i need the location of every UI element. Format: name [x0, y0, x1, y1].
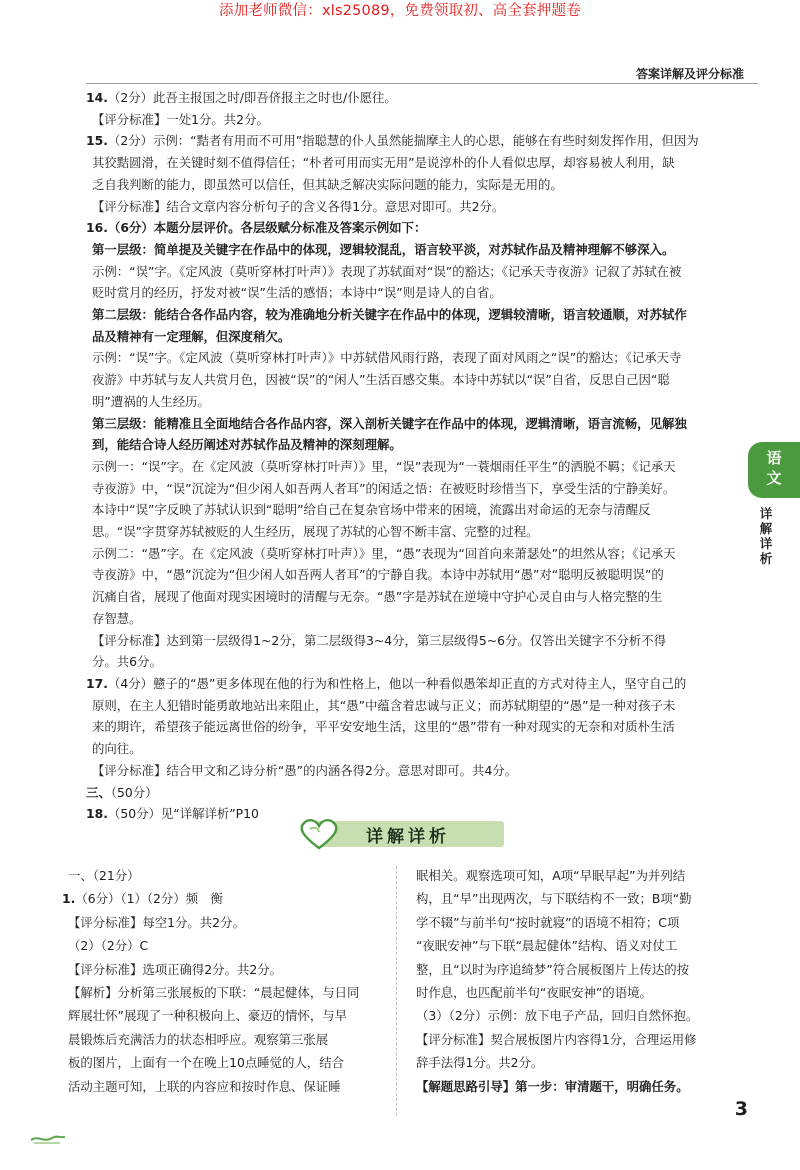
line-text: 明”遭祸的人生经历。	[92, 393, 210, 409]
line-text: 原则，在主人犯错时能勇敢地站出来阻止，其“愚”中蕴含着忠诚与正义；而苏轼期望的“愚”是一种对孩子未	[92, 697, 676, 713]
line-text: 【评分标准】结合文章内容分析句子的含义各得1分。意思对即可。共2分。	[92, 198, 505, 214]
header-title: 答案详解及评分标准	[635, 67, 744, 81]
line-text: 其狡黠圆滑，在关键时刻不值得信任；“朴者可用而实无用”是说淳朴的仆人看似忠厚，却容易被人利用，缺	[92, 155, 675, 171]
text-line	[86, 261, 746, 283]
line-text: 第一层级：简单提及关键字在作品中的体现，逻辑较混乱，语言较平淡，对苏轼作品及精神理解不够深入。	[92, 241, 675, 257]
text-line	[86, 673, 746, 695]
text-line	[86, 239, 746, 261]
line-text: 【解题思路引导】第一步：审清题干，明确任务。	[416, 1078, 689, 1094]
text-line	[62, 1051, 384, 1074]
text-line	[86, 434, 746, 456]
text-line	[86, 782, 746, 804]
text-line	[86, 738, 746, 760]
line-text: （50分）见“详解详析”P10	[107, 806, 259, 822]
line-text: 【评分标准】选项正确得2分。共2分。	[68, 961, 283, 977]
right-column	[410, 864, 746, 1098]
text-line	[62, 911, 384, 934]
line-text: （2分）此吾主报国之时/即吾侪报主之时也/仆愿往。	[107, 90, 397, 105]
line-text: 贬时赏月的经历，抒发对被“误”生活的感悟；本诗中“误”则是诗人的自省。	[92, 285, 502, 301]
text-line	[86, 413, 746, 435]
section-banner-title: 详解详析	[366, 827, 450, 847]
text-line	[86, 499, 746, 521]
line-text: （6分）本题分层评价。各层级赋分标准及答案示例如下：	[107, 220, 427, 236]
line-text: 示例：“误”字。《定风波（莫听穿林打叶声）》表现了苏轼面对“误”的豁达；《记承天寺夜游》记叙了苏轼在被	[92, 263, 682, 279]
text-line	[410, 911, 746, 934]
line-text: 沉痛自省，展现了他面对现实困境时的清醒与无奈。“愚”字是苏轼在逆境中守护心灵自由与人格完整的生	[92, 589, 663, 605]
text-line	[410, 1051, 746, 1074]
line-text: （3）（2分）示例：放下电子产品，回归自然怀抱。	[416, 1008, 699, 1024]
line-text: （4分）戆子的“愚”更多体现在他的行为和性格上，他以一种看似愚笨却正直的方式对待主人，坚守自己的	[107, 675, 687, 691]
line-text: 眠相关。观察选项可知，A项“早眠早起”为并列结	[416, 868, 686, 883]
text-line	[86, 369, 746, 391]
line-text: 构，且“早”出现两次，与下联结构不一致；B项“勤	[416, 891, 692, 907]
text-line	[62, 1028, 384, 1051]
line-text: （2分）示例：“黠者有用而不可用”指聪慧的仆人虽然能揣摩主人的心思，能够在有些时刻发挥作用，但因为	[107, 133, 699, 149]
line-text: 夜游》中苏轼与友人共赏月色，因被“误”的“闲人”生活百感交集。本诗中苏轼以“误”自省，反思自己因“聪	[92, 372, 670, 388]
line-text: （6分）（1）（2分）频 衡	[75, 891, 223, 907]
column-divider	[396, 866, 397, 1116]
question-number: 三、	[86, 784, 111, 800]
text-line	[86, 543, 746, 565]
line-text: 【评分标准】每空1分。共2分。	[68, 914, 245, 930]
text-line	[86, 347, 746, 369]
question-number: 1.	[62, 891, 76, 907]
text-line	[86, 152, 746, 174]
line-text: 第二层级：能结合各作品内容，较为准确地分析关键字在作品中的体现，逻辑较清晰，语言较通顺，对苏轼作	[92, 307, 687, 323]
text-line	[86, 174, 746, 196]
text-line	[86, 608, 746, 630]
text-line	[86, 521, 746, 543]
text-line	[86, 651, 746, 673]
section-banner	[296, 815, 506, 853]
subject-tab	[748, 442, 800, 498]
text-line	[62, 934, 384, 957]
watermark-text: 添加老师微信：xls25089，免费领取初、高全套押题卷	[219, 3, 581, 19]
line-text: 示例：“误”字。《定风波（莫听穿林打叶声）》中苏轼借风雨行路，表现了面对风雨之“误”的豁达；《记承天寺	[92, 350, 682, 366]
line-text: 寺夜游》中，“误”沉淀为“但少闲人如吾两人者耳”的闲适之悟：在被贬时珍惜当下，享受生活的宁静美好。	[92, 480, 676, 496]
line-text: 整，且“以时为序追绮梦”符合展板图片上传达的按	[416, 961, 690, 977]
line-text: （2）（2分）C	[68, 938, 149, 954]
text-line	[86, 630, 746, 652]
text-line	[410, 958, 746, 981]
line-text: 一、（21分）	[68, 868, 140, 883]
text-line	[410, 864, 746, 887]
text-line	[86, 109, 746, 131]
line-text: 思。“误”字贯穿苏轼被贬的人生经历，展现了苏轼的心智不断丰富、完整的过程。	[92, 524, 539, 540]
text-line	[86, 130, 746, 152]
text-line	[86, 564, 746, 586]
text-line	[62, 1004, 384, 1027]
text-line	[86, 326, 746, 348]
text-line	[410, 1075, 746, 1098]
text-line	[62, 981, 384, 1004]
line-text: 示例一：“误”字。在《定风波（莫听穿林打叶声）》里，“误”表现为“一蓑烟雨任平生”的洒脱不羁；《记承天	[92, 458, 676, 474]
line-text: 晨锻炼后充满活力的状态相呼应。观察第三张展	[68, 1031, 329, 1047]
line-text: 的向往。	[92, 741, 142, 757]
line-text: 【评分标准】契合展板图片内容得1分，合理运用修	[416, 1031, 697, 1047]
subject-tab-label: 语 文	[766, 449, 782, 487]
side-section-label: 详 解 详 析	[759, 506, 773, 566]
question-number: 18.	[86, 806, 108, 822]
text-line	[410, 1028, 746, 1051]
line-text: 板的图片，上面有一个在晚上10点睡觉的人，结合	[68, 1055, 344, 1071]
text-line	[410, 981, 746, 1004]
line-text: （50分）	[110, 784, 158, 800]
text-line	[62, 1075, 384, 1098]
page-number: 3	[734, 1098, 748, 1120]
line-text: 品及精神有一定理解，但深度稍欠。	[92, 328, 291, 344]
text-line	[86, 478, 746, 500]
line-text: 活动主题可知，上联的内容应和按时作息、保证睡	[68, 1078, 341, 1094]
text-line	[86, 695, 746, 717]
text-line	[86, 456, 746, 478]
question-number: 17.	[86, 675, 108, 691]
line-text: 寺夜游》中，“愚”沉淀为“但少闲人如吾两人者耳”的宁静自我。本诗中苏轼用“愚”对“聪明反被聪明误”的	[92, 567, 664, 583]
line-text: 辞手法得1分。共2分。	[416, 1055, 544, 1071]
text-line	[86, 391, 746, 413]
line-text: 【评分标准】达到第一层级得1~2分，第二层级得3~4分，第三层级得5~6分。仅答出关键字不分析不得	[92, 632, 667, 648]
text-line	[410, 887, 746, 910]
line-text: 到，能结合诗人经历阐述对苏轼作品及精神的深刻理解。	[92, 437, 402, 453]
text-line	[86, 760, 746, 782]
text-line	[62, 864, 384, 887]
line-text: 【解析】分析第三张展板的下联：“晨起健体，与日同	[68, 985, 360, 1001]
publisher-logo-icon	[30, 1134, 66, 1144]
text-line	[410, 1004, 746, 1027]
heart-leaf-icon	[296, 817, 342, 851]
text-line	[410, 934, 746, 957]
left-column	[62, 864, 384, 1098]
line-text: 【评分标准】结合甲文和乙诗分析“愚”的内涵各得2分。意思对即可。共4分。	[92, 762, 518, 778]
line-text: 第三层级：能精准且全面地结合各作品内容，深入剖析关键字在作品中的体现，逻辑清晰，语言流畅，见解独	[92, 415, 687, 431]
question-number: 14.	[86, 90, 108, 105]
line-text: 【评分标准】一处1分。共2分。	[92, 111, 269, 127]
line-text: 本诗中“误”字反映了苏轼认识到“聪明”给自己在复杂官场中带来的困境，流露出对命运的无奈与清醒反	[92, 502, 651, 518]
text-line	[86, 586, 746, 608]
text-line	[86, 87, 746, 109]
line-text: 辉展壮怀”展现了一种积极向上、豪迈的情怀，与早	[68, 1008, 348, 1024]
text-line	[86, 716, 746, 738]
line-text: 示例二：“愚”字。在《定风波（莫听穿林打叶声）》里，“愚”表现为“回首向来萧瑟处”的坦然从容；《记承天	[92, 545, 676, 561]
text-line	[86, 304, 746, 326]
question-number: 15.	[86, 133, 108, 149]
text-line	[86, 282, 746, 304]
line-text: 时作息，也匹配前半句“夜眠安神”的语境。	[416, 985, 652, 1001]
text-line	[86, 196, 746, 218]
line-text: 学不辍”与前半句“按时就寝”的语境不相符；C项	[416, 914, 680, 930]
line-text: “夜眠安神”与下联“晨起健体”结构、语义对仗工	[416, 938, 678, 954]
line-text: 来的期许，希望孩子能远离世俗的纷争，平平安安地生活，这里的“愚”带有一种对现实的无奈和对质朴生活	[92, 719, 675, 735]
line-text: 乏自我判断的能力，即虽然可以信任，但其缺乏解决实际问题的能力，实际是无用的。	[92, 176, 563, 192]
question-number: 16.	[86, 220, 108, 236]
answer-body	[86, 87, 746, 825]
text-line	[86, 217, 746, 239]
line-text: 存智慧。	[92, 610, 142, 626]
line-text: 分。共6分。	[92, 654, 162, 670]
text-line	[62, 887, 384, 910]
text-line	[62, 958, 384, 981]
header-divider	[86, 83, 758, 84]
